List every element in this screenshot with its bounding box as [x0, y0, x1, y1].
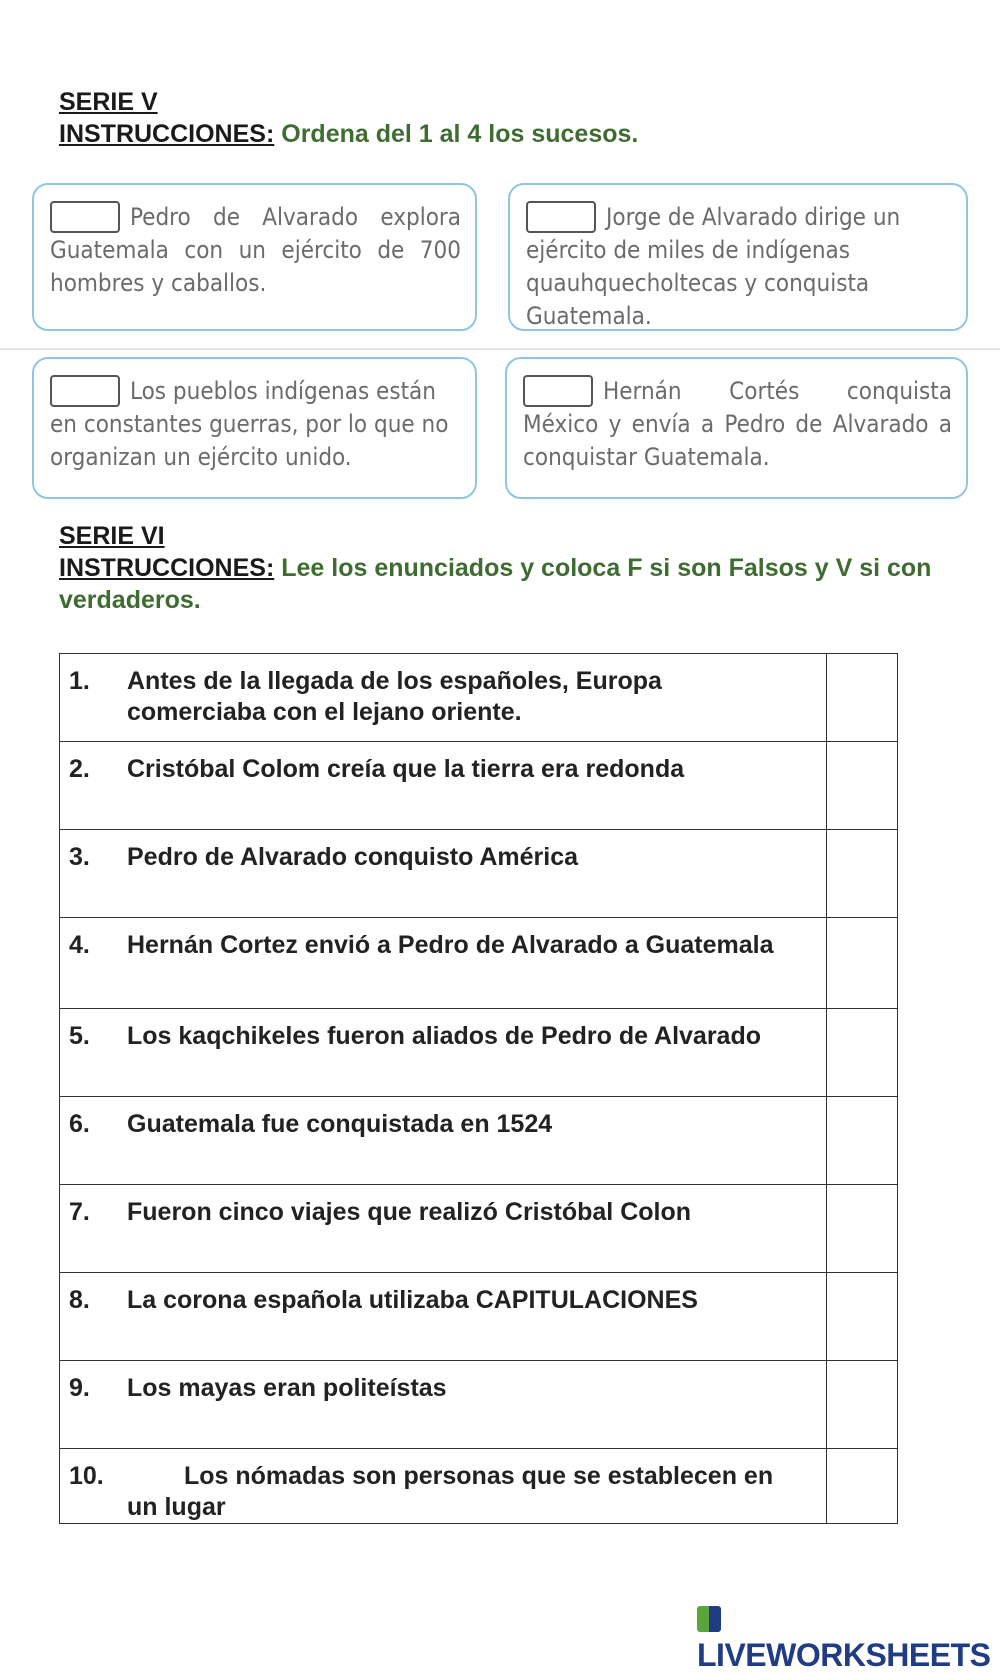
serie-vi-title: SERIE VI [59, 522, 165, 550]
serie-vi-instructions-text: Lee los enunciados y coloca F si son Falsos y V si con verdaderos. [59, 554, 932, 614]
statement-number: 6. [69, 1110, 90, 1138]
answer-input-10[interactable] [826, 1449, 897, 1524]
serie-v-instructions-label: INSTRUCCIONES: [59, 120, 275, 148]
statement-text: Guatemala fue conquistada en 1524 [127, 1110, 553, 1138]
event-card-text: Hernán Cortés conquista México y envía a Pedro de Alvarado a conquistar Guatemala. [523, 377, 952, 471]
statement-text: Los mayas eran politeístas [127, 1374, 447, 1402]
answer-input-1[interactable] [826, 654, 897, 742]
statement-cell [60, 1361, 827, 1449]
logo-mark-icon [697, 1606, 721, 1632]
statement-cell [60, 654, 827, 742]
statement-number: 10. [69, 1462, 104, 1490]
answer-input-8[interactable] [826, 1273, 897, 1361]
table-row [60, 1273, 898, 1361]
statement-text: Cristóbal Colom creía que la tierra era redonda [127, 755, 685, 783]
statement-text: Pedro de Alvarado conquisto América [127, 843, 579, 871]
serie-v-title: SERIE V [59, 88, 158, 116]
statement-cell [60, 1009, 827, 1097]
table-row [60, 1097, 898, 1185]
table-row [60, 830, 898, 918]
statement-cell [60, 1185, 827, 1273]
statement-number: 9. [69, 1374, 90, 1402]
statement-cell [60, 1097, 827, 1185]
statement-number: 3. [69, 843, 90, 871]
statement-text: Antes de la llegada de los españoles, Europa comerciaba con el lejano oriente. [127, 667, 662, 726]
true-false-table [59, 653, 898, 1524]
order-input-3[interactable] [50, 375, 120, 407]
table-row [60, 1449, 898, 1524]
event-card-text: Pedro de Alvarado explora Guatemala con un ejército de 700 hombres y caballos. [50, 203, 461, 297]
statement-text: Hernán Cortez envió a Pedro de Alvarado a Guatemala [127, 931, 774, 959]
table-row [60, 918, 898, 1009]
statement-number: 8. [69, 1286, 90, 1314]
table-row [60, 654, 898, 742]
table-row [60, 1185, 898, 1273]
event-card-text: Jorge de Alvarado dirige un ejército de miles de indígenas quauhquecholtecas y conquista Guatemala. [526, 203, 901, 330]
statement-cell [60, 742, 827, 830]
answer-input-3[interactable] [826, 830, 897, 918]
statement-cell [60, 918, 827, 1009]
serie-v-instructions-text: Ordena del 1 al 4 los sucesos. [274, 120, 639, 148]
divider [0, 348, 1000, 350]
table-row [60, 742, 898, 830]
statement-text: Los kaqchikeles fueron aliados de Pedro de Alvarado [127, 1022, 761, 1050]
statement-text: La corona española utilizaba CAPITULACIONES [127, 1286, 698, 1314]
answer-input-6[interactable] [826, 1097, 897, 1185]
statement-cell [60, 1449, 827, 1524]
statement-number: 5. [69, 1022, 90, 1050]
liveworksheets-logo [697, 1600, 1000, 1674]
statement-number: 1. [69, 667, 90, 695]
statement-text: Los nómadas son personas que se establecen en un lugar [127, 1462, 774, 1521]
statement-number: 2. [69, 755, 90, 783]
logo-text: LIVEWORKSHEETS [697, 1637, 991, 1673]
serie-v-header [59, 86, 959, 150]
statement-cell [60, 1273, 827, 1361]
answer-input-7[interactable] [826, 1185, 897, 1273]
serie-vi-header [59, 520, 959, 616]
event-card-4 [505, 357, 968, 499]
answer-input-2[interactable] [826, 742, 897, 830]
statement-number: 7. [69, 1198, 90, 1226]
event-card-text: Los pueblos indígenas están en constantes guerras, por lo que no organizan un ejército unido. [50, 377, 449, 471]
answer-input-4[interactable] [826, 918, 897, 1009]
event-card-1 [32, 183, 477, 331]
answer-input-9[interactable] [826, 1361, 897, 1449]
statement-number: 4. [69, 931, 90, 959]
order-input-2[interactable] [526, 201, 596, 233]
event-card-3 [32, 357, 477, 499]
order-input-1[interactable] [50, 201, 120, 233]
statement-text: Fueron cinco viajes que realizó Cristóbal Colon [127, 1198, 692, 1226]
event-card-2 [508, 183, 968, 331]
table-row [60, 1009, 898, 1097]
table-row [60, 1361, 898, 1449]
statement-cell [60, 830, 827, 918]
order-input-4[interactable] [523, 375, 593, 407]
answer-input-5[interactable] [826, 1009, 897, 1097]
serie-vi-instructions-label: INSTRUCCIONES: [59, 554, 275, 582]
